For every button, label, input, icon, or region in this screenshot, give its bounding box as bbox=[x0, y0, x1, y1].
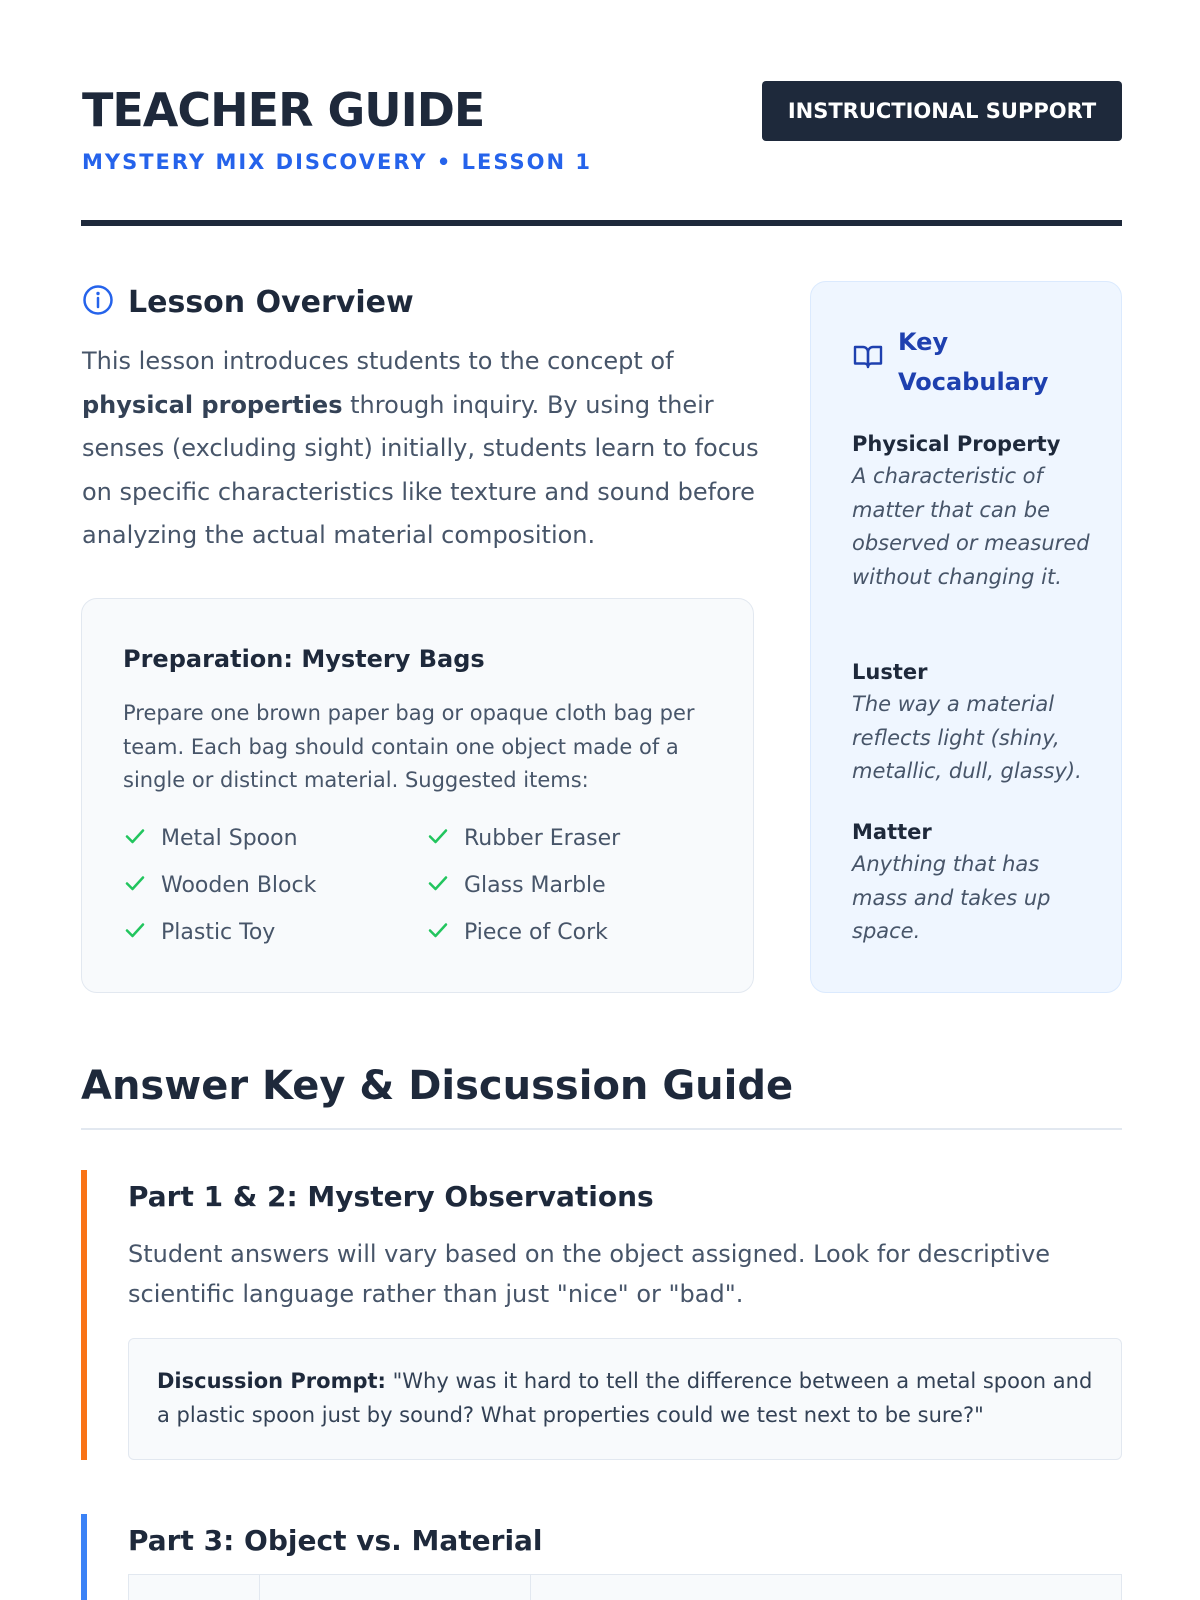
check-icon bbox=[123, 824, 147, 854]
vocab-term-name: Matter bbox=[852, 820, 932, 844]
book-open-icon bbox=[852, 340, 884, 384]
table-header-cell bbox=[531, 1575, 1121, 1600]
preparation-text: Prepare one brown paper bag or opaque cloth bag per team. Each bag should contain one object made of a single or distinct material. Suggested items: bbox=[123, 701, 695, 792]
lesson-overview-text: This lesson introduces students to the concept of physical properties through inquiry. By using their senses (excluding sight) initially, students learn to focus on specific characteristics like texture and sound before analyzing the actual material composition. bbox=[82, 347, 759, 549]
list-item: Wooden Block bbox=[123, 868, 426, 903]
table-header-cell bbox=[129, 1575, 260, 1600]
part3-section bbox=[81, 1514, 1128, 1600]
list-item: Glass Marble bbox=[426, 868, 713, 903]
key-vocabulary-box bbox=[810, 281, 1122, 993]
lesson-overview-heading-row bbox=[82, 284, 414, 320]
preparation-heading: Preparation: Mystery Bags bbox=[123, 645, 485, 673]
check-icon bbox=[426, 871, 450, 901]
list-item: Piece of Cork bbox=[426, 915, 713, 950]
instructional-support-badge: INSTRUCTIONAL SUPPORT bbox=[762, 81, 1122, 141]
suggested-items-list bbox=[123, 821, 713, 950]
preparation-box bbox=[81, 598, 754, 993]
answer-key-heading: Answer Key & Discussion Guide bbox=[81, 1063, 794, 1109]
list-item: Plastic Toy bbox=[123, 915, 426, 950]
part1-text: Student answers will vary based on the object assigned. Look for descriptive scientific language rather than just "nice" or "bad". bbox=[128, 1240, 1051, 1308]
part1-heading: Part 1 & 2: Mystery Observations bbox=[128, 1180, 654, 1213]
list-item: Rubber Eraser bbox=[426, 821, 713, 856]
key-vocabulary-heading: Key Vocabulary bbox=[898, 328, 1049, 396]
part1-section bbox=[81, 1170, 1128, 1460]
vocab-term bbox=[852, 432, 1092, 594]
vocab-term bbox=[852, 660, 1092, 789]
list-item: Metal Spoon bbox=[123, 821, 426, 856]
discussion-prompt-text: "Why was it hard to tell the difference between a metal spoon and a plastic spoon just by sound? What properties could we test next to be sure?" bbox=[157, 1369, 1093, 1427]
discussion-prompt-box bbox=[128, 1338, 1122, 1460]
header-divider bbox=[81, 220, 1122, 226]
discussion-prompt-label: Discussion Prompt: bbox=[157, 1369, 386, 1393]
vocab-term-definition: The way a material reflects light (shiny, metallic, dull, glassy). bbox=[852, 692, 1082, 783]
part3-heading: Part 3: Object vs. Material bbox=[128, 1524, 543, 1557]
lesson-subtitle: MYSTERY MIX DISCOVERY • LESSON 1 bbox=[82, 150, 592, 174]
check-icon bbox=[426, 918, 450, 948]
page-title: TEACHER GUIDE bbox=[82, 83, 485, 137]
bold-term: physical properties bbox=[82, 390, 343, 419]
vocab-term-name: Luster bbox=[852, 660, 928, 684]
vocab-term-name: Physical Property bbox=[852, 432, 1061, 456]
check-icon bbox=[426, 824, 450, 854]
vocab-term bbox=[852, 820, 1092, 949]
vocab-term-definition: A characteristic of matter that can be observed or measured without changing it. bbox=[852, 464, 1090, 589]
vocab-term-definition: Anything that has mass and takes up space. bbox=[852, 852, 1051, 943]
table-header-cell bbox=[260, 1575, 531, 1600]
object-material-table bbox=[128, 1574, 1122, 1600]
check-icon bbox=[123, 871, 147, 901]
info-icon bbox=[82, 284, 114, 320]
answer-key-divider bbox=[81, 1128, 1122, 1130]
key-vocabulary-heading-row bbox=[852, 322, 1058, 402]
lesson-overview-heading: Lesson Overview bbox=[128, 284, 414, 320]
check-icon bbox=[123, 918, 147, 948]
